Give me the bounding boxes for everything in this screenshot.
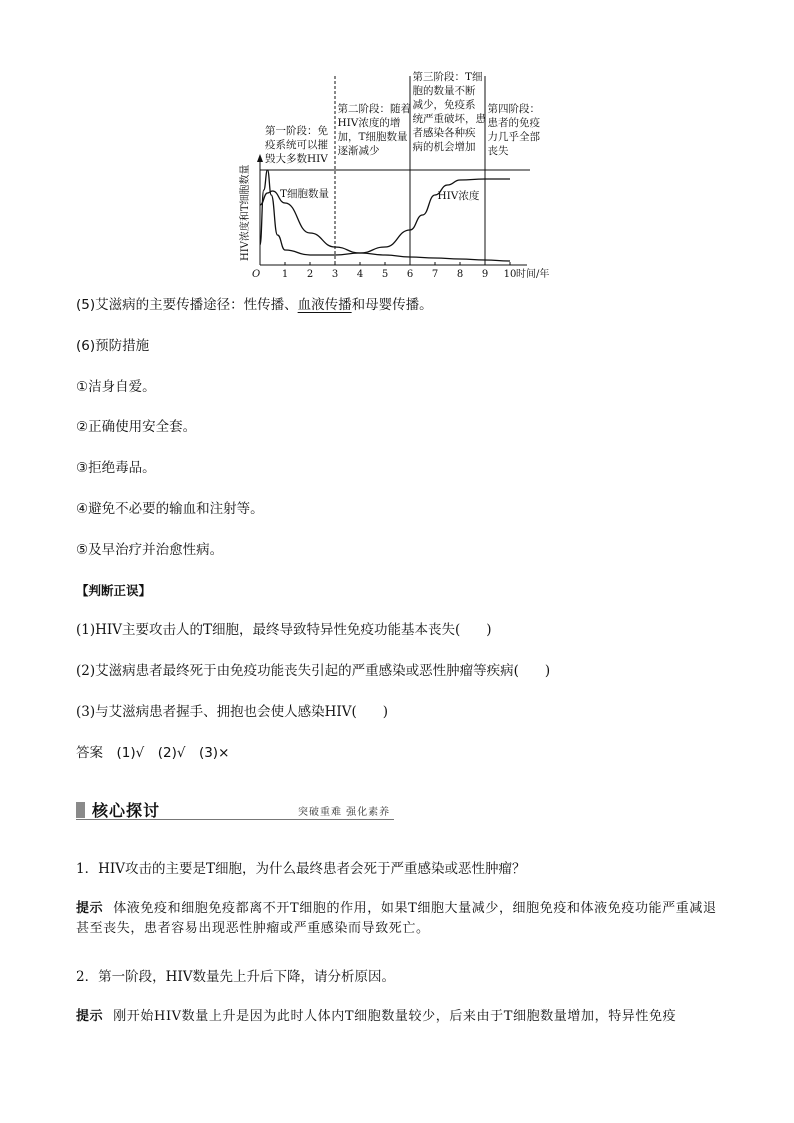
stage-text-line: 力几乎全部	[487, 131, 540, 143]
stage-3-text	[413, 70, 487, 153]
question-2: 2．第一阶段，HIV数量先上升后下降，请分析原因。	[76, 969, 395, 985]
stage-text-line: 加，T细胞数量	[337, 131, 408, 143]
x-tick-label: 9	[481, 269, 489, 280]
x-tick-label: 4	[356, 269, 364, 280]
hiv-tcell-chart	[220, 70, 570, 280]
stage-4-text	[488, 102, 541, 157]
stage-1-text	[265, 124, 328, 165]
stage-text-line: 减少，免疫系	[412, 99, 476, 111]
measure-item: ④避免不必要的输血和注射等。	[76, 501, 264, 517]
answer-line: 答案 (1)√ (2)√ (3)×	[76, 745, 230, 761]
judge-text: (1)HIV主要攻击人的T细胞，最终导致特异性免疫功能基本丧失(	[76, 622, 461, 638]
transmission-blood: 血液传播	[297, 297, 352, 313]
hint-2	[76, 1007, 724, 1027]
chart-series	[260, 170, 510, 261]
stage-text-line: 第一阶段：免	[265, 125, 328, 137]
transmission-line	[76, 296, 433, 314]
x-axis-label: 时间/年	[516, 269, 550, 280]
judge-close: )	[544, 663, 551, 679]
stage-text-line: 逐渐减少	[337, 145, 380, 157]
stage-text-line: 统严重破坏，患	[412, 113, 486, 125]
measure-item: ②正确使用安全套。	[76, 419, 197, 435]
stage-text-line: 毁大多数HIV	[265, 153, 328, 165]
y-axis-label: HIV浓度和T细胞数量	[240, 164, 251, 261]
hint-1	[76, 899, 724, 939]
x-tick-label: 3	[331, 269, 339, 280]
judge-text: (2)艾滋病患者最终死于由免疫功能丧失引起的严重感染或恶性肿瘤等疾病(	[76, 663, 519, 679]
stage-text-line: 病的机会增加	[412, 141, 476, 153]
origin-label: O	[252, 269, 261, 280]
question-1: 1．HIV攻击的主要是T细胞，为什么最终患者会死于严重感染或恶性肿瘤？	[76, 861, 526, 877]
judge-close: )	[486, 622, 492, 638]
x-tick-label: 5	[381, 269, 389, 280]
stage-text-line: HIV浓度的增	[337, 117, 401, 129]
measure-item: ③拒绝毒品。	[76, 460, 156, 476]
hint-label: 提示	[76, 1009, 104, 1024]
stage-text-line: 第二阶段：随着	[337, 103, 411, 115]
judge-title: 【判断正误】	[76, 583, 152, 598]
judge-close: )	[382, 704, 389, 720]
stage-text-line: 第四阶段：	[487, 103, 540, 115]
hint-text: 体液免疫和细胞免疫都离不开T细胞的作用，如果T细胞大量减少，细胞免疫和体液免疫功能严重减退甚至丧失，患者容易出现恶性肿瘤或严重感染而导致死亡。	[76, 901, 717, 936]
stage-text-line: 胞的数量不断	[412, 85, 476, 97]
stage-text-line: 者感染各种疾	[412, 127, 476, 139]
transmission-suffix: 和母婴传播。	[351, 297, 433, 313]
hint-text: 刚开始HIV数量上升是因为此时人体内T细胞数量较少，后来由于T细胞数量增加，特异性免疫	[113, 1009, 677, 1024]
series-line-2	[260, 170, 510, 255]
x-tick-label: 10	[503, 269, 517, 280]
judge-item-2	[76, 662, 550, 680]
stage-text-line: 疫系统可以摧	[265, 139, 328, 151]
x-tick-label: 1	[281, 269, 289, 280]
judge-text: (3)与艾滋病患者握手、拥抱也会使人感染HIV(	[76, 704, 357, 720]
stage-text-line: 患者的免疫	[487, 117, 540, 129]
stage-text-line: 第三阶段：T细	[412, 71, 483, 83]
measure-item: ⑤及早治疗并治愈性病。	[76, 542, 224, 558]
x-tick-label: 6	[406, 269, 414, 280]
stage-2-text	[338, 102, 412, 157]
stage-descriptions	[265, 70, 540, 165]
stage-text-line: 丧失	[487, 145, 509, 157]
transmission-prefix: (5)艾滋病的主要传播途径：性传播、	[76, 297, 298, 313]
x-tick-label: 2	[306, 269, 314, 280]
section-marker-icon	[76, 802, 85, 818]
prevention-heading: (6)预防措施	[76, 338, 150, 354]
x-tick-label: 8	[456, 269, 464, 280]
series-label-hiv: HIV浓度	[437, 190, 480, 202]
measure-item: ①洁身自爱。	[76, 379, 156, 395]
judge-item-1	[76, 621, 492, 639]
section-header	[76, 798, 394, 820]
hint-label: 提示	[76, 901, 104, 916]
section-underline	[76, 819, 394, 820]
y-axis-arrow	[257, 154, 263, 162]
section-subtitle: 突破重难 强化素养	[298, 807, 391, 818]
series-label-tcell: T细胞数量	[280, 188, 330, 200]
x-tick-label: 7	[431, 269, 439, 280]
section-title: 核心探讨	[92, 801, 161, 820]
judge-item-3	[76, 703, 388, 721]
